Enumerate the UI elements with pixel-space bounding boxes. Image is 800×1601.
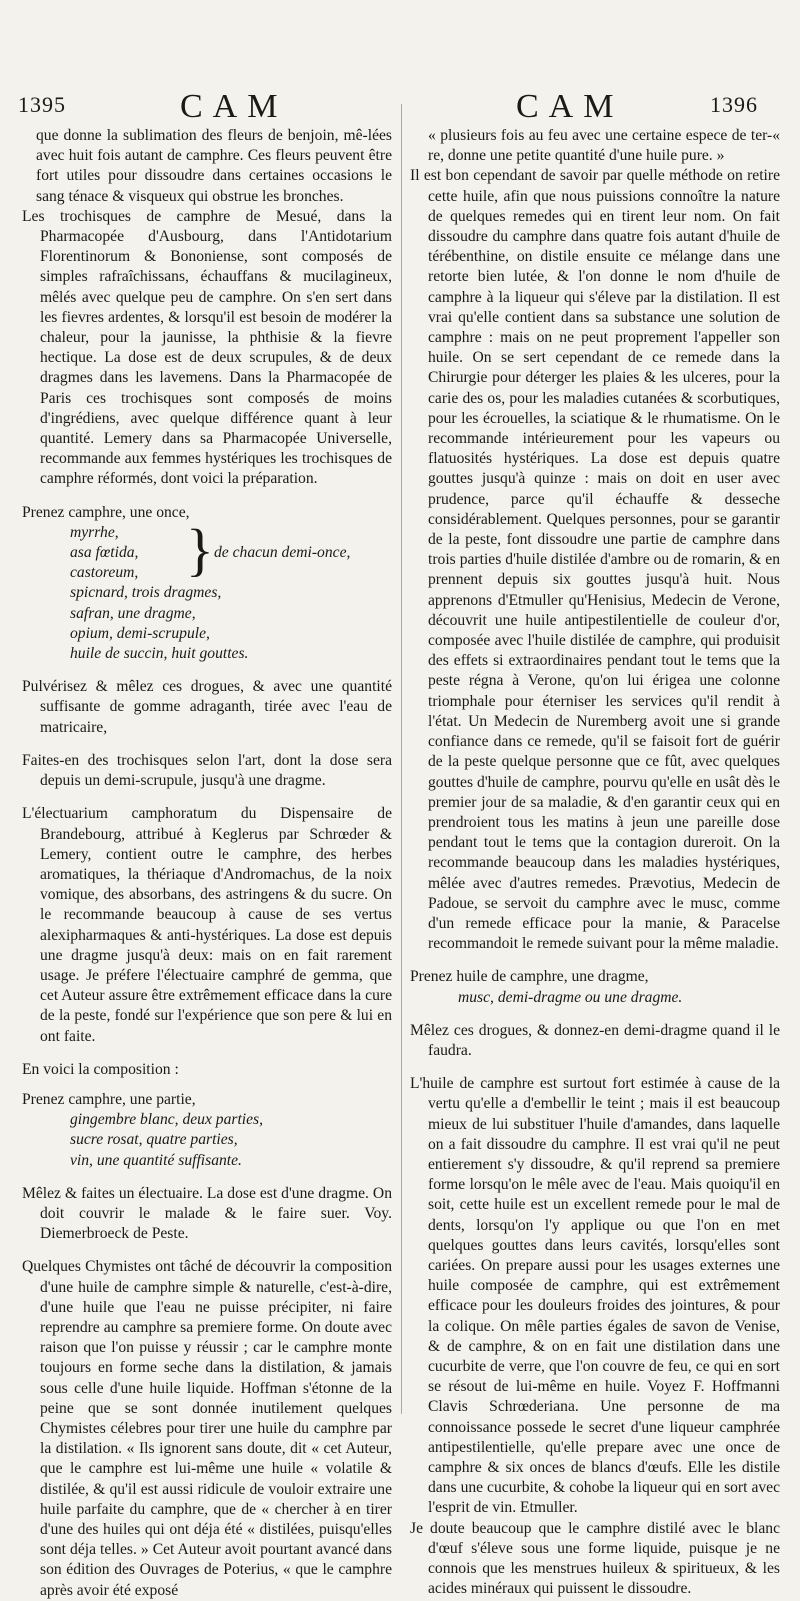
recipe [410,967,780,1007]
recipe-line: opium, demi-scrupule, [70,624,210,642]
right-column [410,126,780,1599]
recipe-line: musc, demi-dragme ou une dragme. [458,988,683,1006]
brace-annotation: de chacun demi-once, [214,543,351,561]
recipe-line: myrrhe, [70,523,119,541]
recipe-line: asa fœtida, [70,544,139,562]
recipe-line: vin, une quantité suffisante. [70,1151,242,1169]
recipe-line: safran, une dragme, [70,604,196,622]
page-number-right: 1396 [710,92,758,117]
recipe-line: sucre rosat, quatre parties, [70,1131,238,1149]
paragraph: Faites-en des trochisques selon l'art, dont la dose sera depuis un demi-scrupule, jusqu'à une dragme. [22,751,392,790]
recipe-line: huile de succin, huit gouttes. [70,645,249,663]
paragraph: Mêlez ces drogues, & donnez-en demi-dragme quand il le faudra. [410,1021,780,1059]
recipe-line: Prenez camphre, une partie, [22,1090,196,1108]
paragraph: Mêlez & faites un électuaire. La dose est d'une dragme. On doit couvrir le malade & le faire suer. Voy. Diemerbroeck de Peste. [22,1184,392,1243]
running-head-left: CAM [180,88,288,125]
paragraph: Je doute beaucoup que le camphre distilé avec le blanc d'œuf s'éleve sous une forme liquide, puisque je ne connois que les menstrues huileux & spiritueux, & les acides minéraux qui puissent le dissoudre. [410,1519,780,1598]
paragraph: Quelques Chymistes ont tâché de découvrir la composition d'une huile de camphre simple & naturelle, c'est-à-dire, d'une huile que l'eau ne puisse précipiter, ni faire reprendre au camphre sa premiere forme. On doute avec raison que l'on puisse y réussir ; car le camphre monte toujours en forme seche dans la distilation, & jamais sous celle d'une huile liquide. Hoffman s'étonne de la peine que se sont donnée inutilement quelques Chymistes célebres pour tirer une huile du camphre par la distilation. « Ils ignorent sans doute, dit « cet Auteur, que le camphre est lui-même une huile « volatile & distilée, & qu'il est aussi ridicule de vouloir extraire une huile parfaite du camphre, que de « chercher à en tirer d'une des huiles qui ont déja été « distilées, puisqu'elles sont déja telles. » Cet Auteur avoit pourtant avancé dans son édition des Ouvrages de Poterius, « que le camphre après avoir été exposé [22,1258,392,1599]
paragraph: L'électuarium camphoratum du Dispensaire de Brandebourg, attribué à Keglerus par Schrœder & Lemery, contient outre le camphre, des herbes aromatiques, la thériaque d'Andromachus, de la noix vomique, des absorbans, des astringens & du sucre. On le recommande beaucoup à cause de ses vertus alexipharmaques & anti-hystériques. La dose est depuis une dragme jusqu'à deux: mais on en fait rarement usage. Je préfere l'électuaire camphré de gemma, que cet Auteur assure être extrêmement efficace dans la cure de la peste, fondé sur l'expérience que son pere & lui en ont faite. [22,805,392,1045]
paragraph: Il est bon cependant de savoir par quelle méthode on retire cette huile, afin que nous puissions connoître la nature de quelques remedes qui en tirent leur nom. On fait dissoudre du camphre dans quatre fois autant d'huile de térébenthine, on distile ensuite ce mélange dans une retorte bien lutée, & l'on donne le nom d'huile de camphre à la liqueur qui s'éleve par la distilation. Il est vrai qu'elle contient dans sa substance une solution de camphre : mais on ne peut proprement l'appeller son huile. On se sert cependant de ce remede dans la Chirurgie pour déterger les plaies & les ulceres, pour la carie des os, pour les maladies cutanées & scorbutiques, pour les écrouelles, la sciatique & le rhumatisme. On le recommande intérieurement pour les vapeurs ou flatuosités hystériques. La dose est depuis quatre gouttes jusqu'à quinze : mais on doit en user avec prudence, parce qu'il échauffe & desseche considérablement. Quelques personnes, pour se garantir de la peste, font dissoudre une partie de camphre dans trois parties d'huile distilée d'ambre ou de romarin, & en prennent depuis six gouttes jusqu'à huit. Nous apprenons d'Etmuller qu'Henisius, Medecin de Verone, découvrit une huile antipestilentielle de couleur d'or, composée avec l'huile distilée de camphre, qui produisit des effets si extraordinaires pendant tout le tems que la peste régna à Verone, qu'on lui érigea une colonne triomphale pour éterniser les services qu'il rendit à l'état. Un Medecin de Nuremberg avoit une si grande confiance dans ce remede, qu'il se faisoit fort de guérir de la peste quelque personne que ce fût, avec quelques gouttes d'huile de camphre, pourvu qu'elle en usât dès le premier jour de sa maladie, & d'en garantir ceux qui en prendroient tous les matins à jeun une pareille dose pendant tout le tems que la contagion dureroit. On la recommande beaucoup dans les maladies hystériques, mêlée avec d'autres remedes. Prævotius, Medecin de Padoue, se servoit du camphre avec le musc, comme d'un remede efficace pour la manie, & Paracelse recommandoit le remede suivant pour la même maladie. [410,167,780,953]
brace-symbol: } [186,516,214,582]
paragraph: Pulvérisez & mêlez ces drogues, & avec une quantité suffisante de gomme adraganth, tirée avec l'eau de matricaire, [22,678,392,736]
page-number-left: 1395 [18,92,66,117]
recipe-line: Prenez huile de camphre, une dragme, [410,968,649,986]
paragraph: L'huile de camphre est surtout fort estimée à cause de la vertu qu'elle a d'embellir le teint ; mais il est beaucoup mieux de lui substituer l'huile d'amandes, dans laquelle on a fait dissoudre du camphre. Il est vrai qu'il ne peut entierement s'y dissoudre, & qu'il reprend sa premiere forme lorsqu'on le mêle avec de l'eau. Mais quoiqu'il en soit, cette huile est un excellent remede pour le mal de dents, lorsqu'on l'y applique ou que l'on en met quelques gouttes dans leurs cavités, lorsqu'elles sont cariées. On prepare aussi pour les usages externes une huile composée de camphre, qui est extrêmement efficace pour les douleurs froides des jointures, & pour la colique. On mêle parties égales de savon de Venise, & de camphre, & on en fait une distilation dans une cucurbite de verre, que l'on couvre de feu, ce qui en sort se résout de lui-même en huile. Voyez F. Hoffmanni Clavis Schrœderiana. Une personne de ma connoissance possede le secret d'une liqueur camphrée antipestilentielle, qu'elle prepare avec une once de camphre & six onces de blancs d'œufs. Elle les distile dans une cucurbite, & cohobe la liqueur qui en sort avec l'esprit de vin. Etmuller. [410,1075,780,1517]
paragraph: « plusieurs fois au feu avec une certaine espece de ter-« re, donne une petite quantité d'une huile pure. » [428,127,780,165]
recipe-line: spicnard, trois dragmes, [70,584,222,602]
paragraph: En voici la composition : [22,1060,179,1078]
recipe [22,503,392,665]
left-column [22,126,392,1601]
recipe-line: gingembre blanc, deux parties, [70,1111,264,1129]
running-head-right: CAM [516,88,624,125]
paragraph: que donne la sublimation des fleurs de benjoin, mê-lées avec huit fois autant de camphre. Ces fleurs peuvent être fort utiles pour dissoudre dans certaines occasions le sang ténace & visqueux qui obstrue les bronches. [36,127,392,205]
recipe-line: castoreum, [70,564,139,582]
paragraph: Les trochisques de camphre de Mesué, dans la Pharmacopée d'Ausbourg, dans l'Antidotarium Florentinorum & Bononiense, sont composés de simples rafraîchissans, échauffans & mucilagineux, mêlés avec quelque peu de camphre. On s'en sert dans les fievres ardentes, & lorsqu'il est besoin de modérer la chaleur, pour la jaunisse, la phthisie & la fievre hectique. La dose est de deux scrupules, & de deux dragmes dans les lavemens. Dans la Pharmacopée de Paris ces trochisques sont composés de moins d'ingrédiens, avec quelque différence quant à leur quantité. Lemery dans sa Pharmacopée Universelle, recommande aux femmes hystériques les trochisques de camphre réformés, dont voici la préparation. [22,207,392,488]
recipe-line: Prenez camphre, une once, [22,503,190,521]
recipe [22,1090,392,1171]
column-rule [401,104,402,1414]
